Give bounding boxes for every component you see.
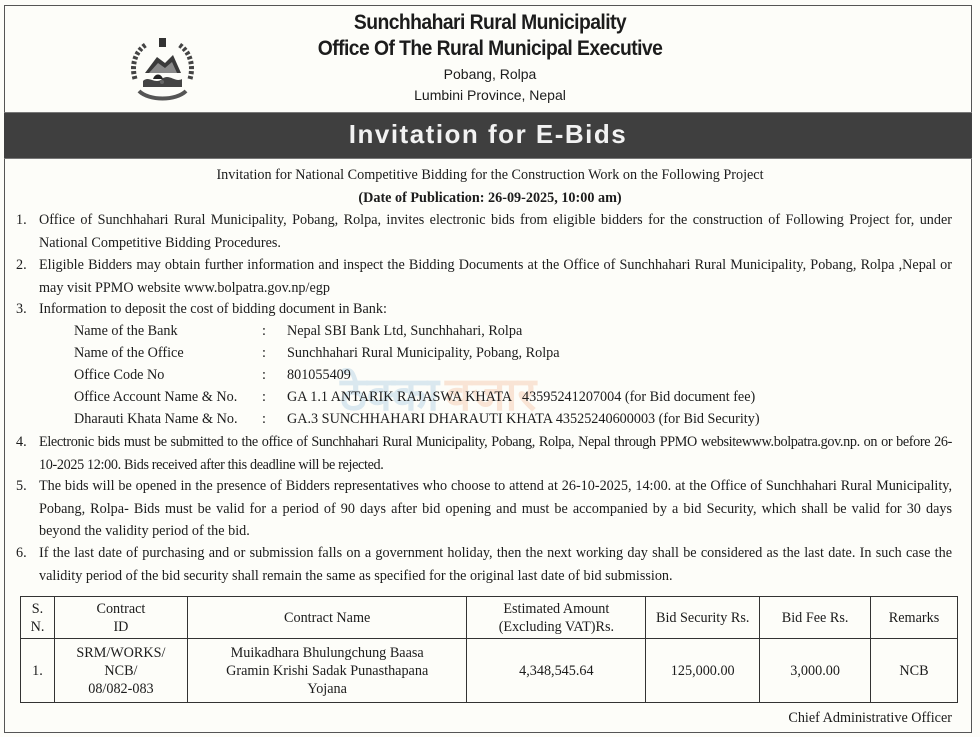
item-number-2: 2. <box>16 257 27 273</box>
header-estimated-amount <box>467 597 646 639</box>
item-text-3: Information to deposit the cost of bidding document in Bank: <box>39 301 387 317</box>
cell-contract-name <box>187 639 467 703</box>
header-estimated-line: Estimated Amount <box>503 600 610 617</box>
publication-date: (Date of Publication: 26-09-2025, 10:00 am) <box>358 190 622 206</box>
header-contract-id-line: ID <box>113 618 129 635</box>
header-contract-id-line: Contract <box>96 600 146 617</box>
bank-info-colon: : <box>262 323 266 339</box>
bank-info-label: Dharauti Khata Name & No. <box>74 411 238 427</box>
bank-info-value: GA 1.1 ANTARIK RAJASWA KHATA 43595241207004 (for Bid document fee) <box>287 389 756 405</box>
item-number-3: 3. <box>16 301 27 317</box>
cell-remarks: NCB <box>871 639 958 703</box>
bank-info-colon: : <box>262 389 266 405</box>
bank-info-colon: : <box>262 411 266 427</box>
cell-contract-name-line: Muikadhara Bhulungchung Baasa <box>230 644 424 661</box>
notice-subtitle: Invitation for National Competitive Bidding for the Construction Work on the Following Project <box>216 167 764 183</box>
header-contract-name: Contract Name <box>187 597 467 639</box>
bank-info-value: Nepal SBI Bank Ltd, Sunchhahari, Rolpa <box>287 323 523 339</box>
header-estimated-line: (Excluding VAT)Rs. <box>498 618 615 635</box>
cell-bid-security: 125,000.00 <box>646 639 760 703</box>
cell-contract-id-line: SRM/WORKS/ <box>76 644 166 661</box>
cell-bid-fee: 3,000.00 <box>760 639 871 703</box>
item-number-6: 6. <box>16 545 27 561</box>
header-sn-line: N. <box>30 618 45 635</box>
header-bid-fee: Bid Fee Rs. <box>760 597 871 639</box>
bank-info-label: Office Account Name & No. <box>74 389 238 405</box>
bank-info-colon: : <box>262 367 266 383</box>
cell-sn: 1. <box>21 639 55 703</box>
bank-info-label: Name of the Bank <box>74 323 178 339</box>
item-number-1: 1. <box>16 212 27 228</box>
cell-contract-name-line: Gramin Krishi Sadak Punasthapana <box>226 662 429 679</box>
bank-info-colon: : <box>262 345 266 361</box>
office-name: Office Of The Rural Municipal Executive <box>317 37 663 60</box>
address-line-1: Pobang, Rolpa <box>443 66 537 82</box>
address-line-2: Lumbini Province, Nepal <box>414 87 566 103</box>
item-text-6: If the last date of purchasing and or submission falls on a government holiday, then the next working day shall be considered as the last date. In such case the validity period of the bid security shall remain the same as specified for the original last date of bid submission. <box>39 545 952 584</box>
header-bid-security: Bid Security Rs. <box>646 597 760 639</box>
cell-contract-id-line: NCB/ <box>104 662 138 679</box>
bank-info-value: 801055409 <box>287 367 351 383</box>
item-text-1: Office of Sunchhahari Rural Municipality, Pobang, Rolpa, invites electronic bids from eligible bidders for the construction of Following Project for, under National Competitive Bidding Procedures. <box>39 212 952 251</box>
item-text-5: The bids will be opened in the presence of Bidders representatives who choose to attend at 26-10-2025, 14:00. at the Office of Sunchhahari Rural Municipality, Pobang, Rolpa- Bids must be valid for a period of 90 days after bid opening and must be accompanied by a bid Security, which shall be valid for 30 days beyond the validity period of the bid. <box>39 478 952 539</box>
banner-title: Invitation for E-Bids <box>348 119 628 149</box>
cell-contract-id <box>54 639 187 703</box>
header-contract-id <box>54 597 187 639</box>
item-number-4: 4. <box>16 434 27 450</box>
header-remarks: Remarks <box>871 597 958 639</box>
cell-estimated-amount: 4,348,545.64 <box>467 639 646 703</box>
bank-info-label: Office Code No <box>74 367 165 383</box>
cell-contract-id-line: 08/082-083 <box>88 680 154 697</box>
cell-contract-name-line: Yojana <box>307 680 347 697</box>
header-sn <box>21 597 55 639</box>
bank-info-label: Name of the Office <box>74 345 184 361</box>
item-text-2: Eligible Bidders may obtain further information and inspect the Bidding Documents at the Office of Sunchhahari Rural Municipality, Pobang, Rolpa ,Nepal or may visit PPMO website www.bolpatra.gov.np/egp <box>39 257 952 296</box>
item-number-5: 5. <box>16 478 27 494</box>
header-sn-line: S. <box>31 600 44 617</box>
signatory: Chief Administrative Officer <box>788 710 952 726</box>
bank-info-value: Sunchhahari Rural Municipality, Pobang, Rolpa <box>287 345 560 361</box>
item-text-4: Electronic bids must be submitted to the office of Sunchhahari Rural Municipality, Pobang, Rolpa, Nepal through PPMO websitewww.bolpatra.gov.np. on or before 26-10-2025 12:00. Bids received after this deadline will be rejected. <box>39 434 952 473</box>
org-name: Sunchhahari Rural Municipality <box>353 11 627 34</box>
bid-table <box>20 596 958 703</box>
table-row <box>21 639 958 703</box>
bank-info-value: GA.3 SUNCHHAHARI DHARAUTI KHATA 43525240600003 (for Bid Security) <box>287 411 760 427</box>
table-header-row <box>21 597 958 639</box>
title-banner <box>4 112 972 159</box>
